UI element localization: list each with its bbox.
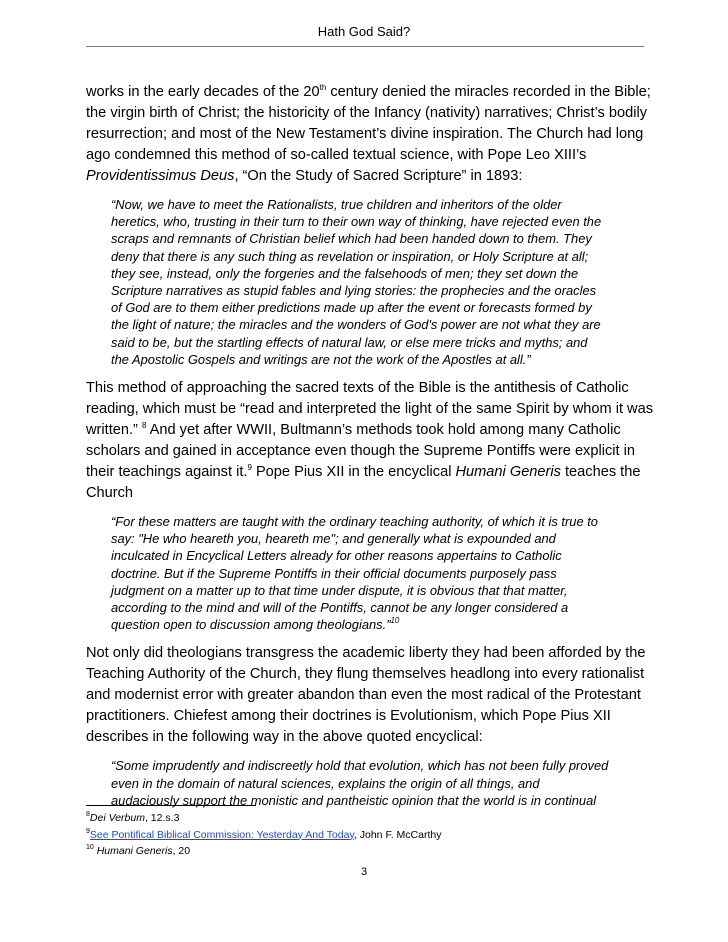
quote-line: “Now, we have to meet the Rationalists, true children and inheritors of the older: [111, 197, 562, 212]
text: their teachings against it.: [86, 464, 248, 481]
footnote-text: , John F. McCarthy: [353, 828, 442, 841]
footnote-10: [86, 843, 441, 860]
footnote-title: Dei Verbum: [89, 812, 145, 824]
quote-line: they see, instead, only the forgeries and the falsehoods of men; they set down the: [111, 265, 579, 281]
paragraph-3: [86, 643, 648, 748]
paragraph-line: [86, 420, 648, 441]
paragraph-line: scholars and gained in acceptance even though the Supreme Pontiffs were explicit in: [86, 443, 635, 460]
superscript: th: [319, 83, 327, 92]
paragraph-line: Church: [86, 485, 134, 502]
quote-line: doctrine. But if the Supreme Pontiffs in their official documents purposely pass: [111, 565, 557, 581]
quote-line: audaciously support the monistic and pantheistic opinion that the world is in continual: [111, 792, 597, 808]
text: teaches the: [560, 464, 641, 481]
paragraph-line: the virgin birth of Christ; the historicity of the Infancy (nativity) narratives; Christ’s bodily: [86, 105, 647, 121]
paragraph-line: reading, which must be “read and interpreted the light of the same Spirit by whom it was: [86, 401, 654, 418]
paragraph-2: [86, 378, 654, 504]
paragraph-line: resurrection; and most of the New Testament’s divine inspiration. The Church had long: [86, 126, 644, 142]
text: century denied the miracles recorded in the Bible;: [326, 84, 651, 100]
quote-line: [111, 616, 648, 633]
quote-line: “For these matters are taught with the ordinary teaching authority, of which it is true to: [111, 514, 598, 530]
text: And yet after WWII, Bultmann’s methods took hold among many Catholic: [146, 422, 621, 439]
quote-line: say: "He who heareth you, heareth me"; and generally what is expounded and: [111, 531, 556, 547]
page-body: [86, 82, 654, 819]
paragraph-line: Teaching Authority of the Church, they flung themselves headlong into every rationalist: [86, 666, 645, 683]
text: question open to discussion among theologians.”: [111, 617, 391, 633]
footnote-9: [86, 827, 441, 844]
quote-line: said to be, but the startling effects of natural law, or else mere tricks and myths; and: [111, 334, 588, 350]
footnotes: [86, 810, 441, 860]
paragraph-line: describes in the following way in the above quoted encyclical:: [86, 729, 483, 746]
quote-line: inculcated in Encyclical Letters already for other reasons appertains to Catholic: [111, 548, 562, 564]
paragraph-line: [86, 166, 648, 187]
quote-line: Scripture narratives as stupid fables and lying stories: the prophecies and the oracles: [111, 283, 597, 299]
footnote-text: , 20: [172, 845, 191, 857]
footnote-link[interactable]: See Pontifical Biblical Commission: Yesterday And Today: [89, 828, 354, 841]
paragraph-line: This method of approaching the sacred texts of the Bible is the antithesis of Catholic: [86, 380, 629, 397]
paragraph-line: practitioners. Chiefest among their doctrines is Evolutionism, which Pope Pius XII: [86, 708, 611, 725]
footnote-ref-10[interactable]: 10: [390, 616, 400, 626]
block-quote-3: [86, 757, 648, 809]
paragraph-line: and modernist error with greater abandon than even the most radical of the Protestant: [86, 687, 641, 704]
encyclical-title: Providentissimus Deus: [86, 168, 235, 184]
footnote-ref-9[interactable]: 9: [247, 463, 252, 473]
text: works in the early decades of the 20: [86, 84, 320, 100]
paragraph-line: [86, 462, 648, 483]
footnote-8: [86, 810, 441, 827]
footnote-text: , 12.s.3: [144, 812, 180, 824]
encyclical-title: Humani Generis: [455, 464, 561, 481]
quote-line: according to the mind and will of the Pontiffs, cannot be any longer considered a: [111, 600, 569, 616]
quote-line: judgment on a matter up to that time under dispute, it is obvious that that matter,: [111, 582, 568, 598]
quote-line: the Apostolic Gospels and writings are not the work of the Apostles at all.”: [111, 351, 531, 367]
footnote-number: 9: [86, 827, 90, 835]
text: written.”: [86, 422, 142, 439]
footnote-number: 10: [86, 844, 94, 851]
block-quote-2: [86, 513, 648, 633]
quote-line: “Some imprudently and indiscreetly hold that evolution, which has not been fully proved: [111, 758, 609, 774]
quote-line: heretics, who, trusting in their turn to their own way of thinking, have rejected even the: [111, 214, 602, 230]
paragraph-1: [86, 82, 651, 187]
quote-line: deny that there is any such thing as revelation or inspiration, or Holy Scripture at all;: [111, 248, 589, 264]
block-quote-1: [86, 196, 648, 368]
text: , “On the Study of Sacred Scripture” in 1893:: [234, 168, 523, 184]
quote-line: of God are to them either predictions made up after the event or forecasts formed by: [111, 300, 592, 316]
quote-line: even in the domain of natural sciences, explains the origin of all things, and: [111, 775, 540, 791]
footnote-divider: [86, 805, 256, 806]
header-divider: [86, 46, 644, 47]
paragraph-line: Not only did theologians transgress the academic liberty they had been afforded by the: [86, 645, 646, 662]
footnote-number: 8: [86, 811, 90, 818]
running-header: Hath God Said?: [317, 24, 411, 39]
footnote-ref-8[interactable]: 8: [141, 421, 147, 431]
quote-line: the light of nature; the miracles and the wonders of God's power are not what they are: [111, 317, 601, 333]
text: Pope Pius XII in the encyclical: [251, 464, 456, 481]
paragraph-line: [86, 82, 651, 103]
footnote-title: Humani Generis: [93, 845, 173, 857]
page-number: 3: [360, 866, 368, 878]
quote-line: scraps and remnants of Christian belief which had been handed down to them. They: [111, 231, 592, 247]
paragraph-line: ago condemned this method of so-called textual science, with Pope Leo XIII’s: [86, 147, 587, 163]
